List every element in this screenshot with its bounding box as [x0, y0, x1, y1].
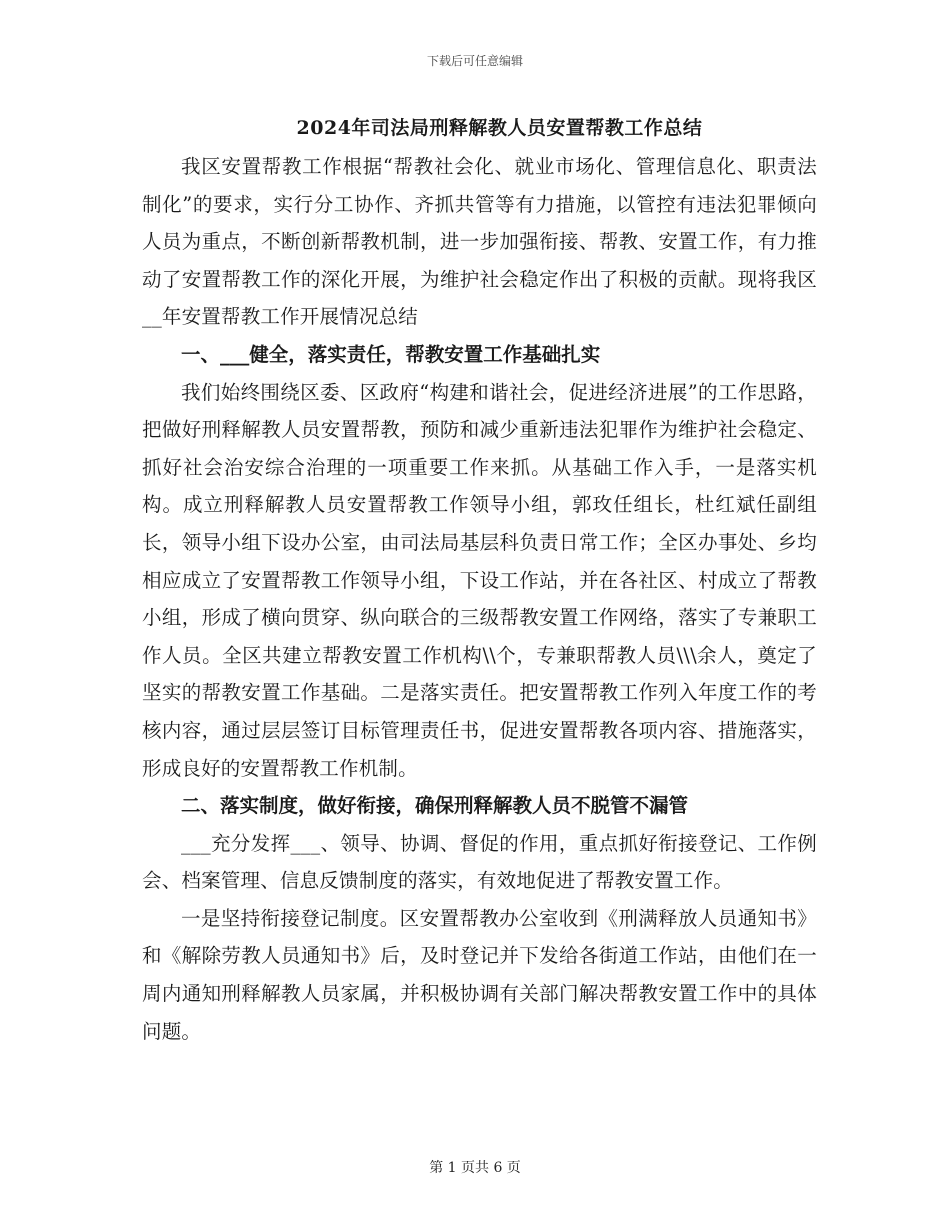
document-title: 2024年司法局刑释解教人员安置帮教工作总结 — [296, 117, 703, 139]
section-2-paragraph-registration: 一是坚持衔接登记制度。区安置帮教办公室收到《刑满释放人员通知书》和《解除劳教人员通知书》后，及时登记并下发给各街道工作站，由他们在一周内通知刑释解教人员家属，并积极协调有关部门解决帮教安置工作中的具体问题。 — [142, 906, 817, 1043]
section-heading-1: 一、___健全，落实责任，帮教安置工作基础扎实 — [181, 342, 601, 366]
document-body — [142, 108, 817, 1050]
section-heading-2: 二、落实制度，做好衔接，确保刑释解教人员不脱管不漏管 — [181, 794, 689, 818]
intro-paragraph: 我区安置帮教工作根据“帮教社会化、就业市场化、管理信息化、职责法制化”的要求，实行分工协作、齐抓共管等有力措施，以管控有违法犯罪倾向人员为重点，不断创新帮教机制，进一步加强衔接、帮教、安置工作，有力推动了安置帮教工作的深化开展，为维护社会稳定作出了积极的贡献。现将我区__年安置帮教工作开展情况总结 — [142, 155, 817, 329]
section-1-paragraph: 我们始终围绕区委、区政府“构建和谐社会，促进经济进展”的工作思路，把做好刑释解教人员安置帮教，预防和减少重新违法犯罪作为维护社会稳定、抓好社会治安综合治理的一项重要工作来抓。从基础工作入手，一是落实机构。成立刑释解教人员安置帮教工作领导小组，郭玫任组长，杜红斌任副组长，领导小组下设办公室，由司法局基层科负责日常工作；全区办事处、乡均相应成立了安置帮教工作领导小组，下设工作站，并在各社区、村成立了帮教小组，形成了横向贯穿、纵向联合的三级帮教安置工作网络，落实了专兼职工作人员。全区共建立帮教安置工作机构\\个，专兼职帮教人员\\\余人，奠定了坚实的帮教安置工作基础。二是落实责任。把安置帮教工作列入年度工作的考核内容，通过层层签订目标管理责任书，促进安置帮教各项内容、措施落实，形成良好的安置帮教工作机制。 — [142, 380, 817, 780]
header-note: 下载后可任意编辑 — [426, 54, 523, 68]
section-2-paragraph: ___充分发挥___、领导、协调、督促的作用，重点抓好衔接登记、工作例会、档案管理、信息反馈制度的落实，有效地促进了帮教安置工作。 — [142, 831, 817, 893]
page-footer: 第 1 页共 6 页 — [429, 1160, 521, 1176]
